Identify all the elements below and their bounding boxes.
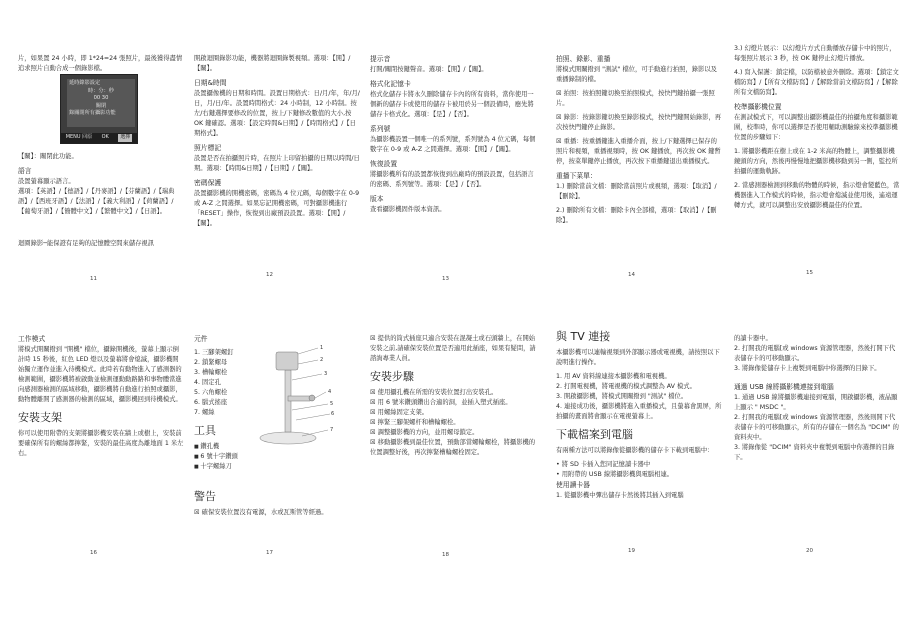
screen-note: 錄關閉所有攝影功能 (69, 110, 116, 116)
mount-bracket-diagram (252, 340, 336, 446)
bracket-arm (288, 396, 310, 401)
usb-heading: 通過 USB 線將攝影機連接到電腦 (734, 383, 834, 391)
tv-body: 本攝影機可以連輸視頻到外部顯示器或電視機，請按照以下說明進行操作。 (556, 349, 720, 366)
reader-step: 3. 將錄像從儲存卡上複製到電腦中你選擇的目錄下。 (734, 365, 881, 372)
label-2: 2 (320, 357, 324, 363)
tool-item: ■ 十字螺絲刀 (194, 462, 360, 472)
stamp-body: 設置是否在拍攝照片時，在照片上印留拍攝的日期以時間/日期。選項：【時間&日期】/【日期】/【關】。 (194, 155, 360, 172)
part-item: 1. 三腳架螺釘 (194, 349, 234, 356)
page-number-20: 20 (806, 548, 813, 554)
label-4: 4 (328, 389, 332, 395)
format-heading: 格式化記憶卡 (370, 80, 411, 88)
screen-status: 關閉 (95, 102, 107, 109)
loop-intro: 開啟迴圈錄影功能，機器將迴圈錄製視頻。選項：【開】/【關】。 (194, 55, 351, 72)
photo-item: ☒ 拍照：按拍照鍵切換至拍照模式，按快門鍵拍攝一張照片。 (556, 90, 715, 107)
tool-item: ■ 6 號十字鑽頭 (194, 452, 360, 462)
page-13 (370, 54, 536, 354)
password-body: 設置攝影機的開機密碼，密碼為 4 位元碼，每個數字在 0-9 或 A-Z 之間選擇。如果忘記開機密碼，可對攝影機進行「RESET」操作，恢復到出廠預設設置。選項：【開】/【關】。 (194, 190, 360, 227)
loop-note: 迴圈錄影─能保證有足夠的記憶體空間來儲存視訊 (18, 240, 155, 247)
bracket-base (260, 432, 316, 444)
install-step: ☒ 調整攝影機的方向，並用螺母鎖定。 (370, 428, 536, 438)
language-body: 設置螢幕顯示語言。 (18, 178, 75, 185)
ok-label: OK (101, 134, 109, 141)
usb-step: 2. 打開我的電腦[或 windows 資源管理器，然後則開下代表儲存卡的可移動顯示，所有的存儲在一個名為 "DCIM" 的資料夾中。 (734, 414, 899, 441)
menu-back-label: MENU 回原 (65, 134, 93, 141)
part-item: 4. 固定孔 (194, 379, 221, 386)
page-number-12: 12 (266, 272, 273, 278)
screen-menu (67, 79, 135, 127)
page-11-lower (18, 152, 184, 282)
screen-time-label: 時：分：秒 (88, 87, 114, 94)
download-heading: 下載檔案到電腦 (556, 428, 633, 441)
install-step: ☒ 使用攝孔機在所需的安裝位置打出安裝孔。 (370, 388, 536, 398)
screen-title: 延時錄影設定 (69, 80, 101, 86)
anchor-note: ☒ 提供的筒式插座只適合安裝在混凝土或石頭牆上，在開始安裝之前,請確保安裝位置是否適用此插座，如果有疑問，請諮詢專業人員。 (370, 334, 536, 364)
page-number-15: 15 (806, 270, 813, 276)
warning-body: ☒ 確保安裝位置沒有電源，水或瓦斯管等經過。 (194, 508, 360, 518)
tv-step: 1. 用 AV 資料線連接本攝影機和電視機。 (556, 373, 671, 380)
usb-step: 1. 通過 USB 線將攝影機連接到電腦，開啟攝影機，液晶顯上顯示 " MSDC "。 (734, 394, 898, 411)
install-step: ☒ 用螺絲固定支架。 (370, 408, 536, 418)
reset-heading: 恢復設置 (370, 160, 398, 168)
tv-step: 3. 開啟攝影機，將模式開關撥到 "測試" 檔位。 (556, 393, 688, 400)
delete-all-item: 2.) 刪除所有文檔：刪除卡內全部檔，選項：【取消】/【刪除】。 (556, 207, 717, 224)
screen-footer (61, 133, 137, 143)
reader-continued: 的讀卡器中。 (734, 335, 772, 342)
aim-heading: 校準攝影機位置 (734, 103, 782, 111)
part-item: 6. 腦式搖座 (194, 399, 228, 406)
download-body: 有兩種方法可以將錄像從攝影機的儲存卡下載到電腦中： (556, 447, 714, 454)
page-18 (370, 334, 536, 544)
part-item: 3. 槽輪螺栓 (194, 369, 228, 376)
delete-current-item: 1.) 刪除當前文檔：刪除當前照片或視頻，選項：【取消】/【刪除】。 (556, 183, 717, 200)
language-options: 選項：【英語】/【德語】/【丹麥語】/【芬蘭語】/【瑞典語】/【西班牙語】/【法語】/【義大利語】/【荷蘭語】/【葡萄牙語】/【簡體中文】/【繁體中文】/【日語】。 (18, 188, 175, 215)
page-number-13: 13 (442, 276, 449, 282)
usb-step: 3. 將錄像從 "DCIM" 資料夾中複製到電腦中你選擇的目錄下。 (734, 444, 895, 461)
bracket-bolt (309, 395, 315, 401)
tv-step: 2. 打開電視機，將電視機的模式調整為 AV 模式。 (556, 383, 696, 390)
video-item: ☒ 錄影：按錄影鍵切換至錄影模式，按快門鍵開始錄影，再次按快門鍵停止錄影。 (556, 114, 722, 131)
part-item: 2. 鎖緊螺母 (194, 359, 228, 366)
password-heading: 密碼保護 (194, 179, 222, 187)
part-item: 7. 螺絲 (194, 409, 215, 416)
page-number-18: 18 (442, 552, 449, 558)
aim-step-1: 1. 將攝影機距在樹上或在 1-2 米高的物體上，調整攝影機鏡頭的方向，然後再慢慢地把攝影機移動到另一側，監控所拍攝的運動軌跡。 (734, 148, 898, 175)
download-option: • 用附帶的 USB 線將攝影機與電腦相連。 (556, 470, 722, 480)
install-step: ☒ 移動攝影機到最佳位置，預動部當螺輪螺栓，將攝影機的位置調整好後，再次擰緊槽輪螺栓固定。 (370, 438, 536, 458)
install-step: ☒ 擰緊三腳架螺杆和槽輪螺栓。 (370, 418, 536, 428)
reset-body: 將攝影機所有的設置都恢復到出廠時的預設設置，包括語言的密碼、系列號等。選項：【是】/【否】。 (370, 171, 534, 188)
language-heading: 語言 (18, 167, 32, 175)
page-number-17: 17 (266, 550, 273, 556)
camera-settings-screen (60, 74, 138, 144)
download-option: • 將 SD 卡插入您同記憶讀卡器中 (556, 460, 722, 470)
capture-body: 將模式開關撥到 "測試" 檔位，可手動進行拍照，錄影以及重播錄制的檔。 (556, 66, 717, 83)
aim-body: 在測試模式下，可以調整出攝影機最佳的拍攝角度和攝影範圍，校準時，你可以選擇是否使用輔助測驗線來校準攝影機位置的步驟如下： (734, 114, 898, 141)
protect-item: 4.) 寫入保護：鎖定檔，以防檔被意外删除。選項：【鎖定文檔防寫】/【所有文檔防寫】/【解除當前文檔防寫】/【解除所有文檔防寫】。 (734, 69, 899, 96)
datetime-body: 設置攝像機的日期和時間。設置日期格式：日/月/年，年/月/日，月/日/年。設置時間格式：24 小時制，12 小時制。按左/右鍵選擇要修改的位置，按上/下鍵修改數值的大小,按 OK 鍵確認。選項：【設定時間&日期】/【時間格式】/【日期格式】。 (194, 90, 360, 137)
tool-item: ■ 鑽孔機 (194, 442, 360, 452)
aim-step-2: 2. 當感測器檢測到移動的物體的時候，指示燈會變藍色，當機器進入工作模式的時候，指示燈會熄滅並使用後，遙遠運轉方式，就可以調整出安放攝影機最佳的位置。 (734, 182, 900, 209)
serial-body: 為攝影機設置一個唯一的系列號，系列號為 4 位元碼，每個數字在 0-9 或 A-Z 之間選擇。選項：【開】/【關】。 (370, 136, 536, 153)
playback-item: ☒ 重播：按重播鍵進入重播介面，按上/下鍵選擇已保存的照片和視頻，重播視頻時，按 OK 鍵播放，再次按 OK 鍵暫停，按菜單鍵停止播放，再次按下重播鍵退出重播模式。 (556, 138, 721, 165)
intro-text: 片，如果置 24 小時，即 1*24=24 張照片，最後獲得盡情追求照片自動合成一個錄影檔。 (18, 55, 183, 72)
stamp-heading: 照片標記 (194, 144, 222, 152)
page-12 (194, 54, 360, 354)
version-body: 查看攝影機固件版本資訊。 (370, 206, 446, 213)
slideshow-item: 3.) 幻燈片展示：以幻燈片方式自動播放存儲卡中的照片，每張照片展示 3 秒，按 OK 鍵停止幻燈片播放。 (734, 45, 896, 62)
sound-heading: 提示音 (370, 55, 391, 63)
capture-heading: 拍照、錄影、重播 (556, 55, 611, 63)
format-body: 格式化儲存卡將永久刪除儲存卡內的所有資料，當你使用一個新的儲存卡或使用的儲存卡被用於另一個設備時，應先將儲存卡格式化。選項：【是】/【否】。 (370, 91, 534, 118)
page-14 (556, 54, 722, 354)
playback-menu-heading: 重播下菜單： (556, 172, 597, 180)
bracket-head (276, 352, 298, 370)
install-step: ☒ 用 6 號米鑽頭鑽出合適的洞，並插入塑式插座。 (370, 398, 536, 408)
work-mode-heading: 工作模式 (18, 335, 46, 343)
page-20 (734, 334, 900, 544)
install-heading: 安裝支架 (18, 411, 62, 424)
label-3: 3 (324, 371, 328, 377)
label-1: 1 (320, 345, 324, 351)
reader-step: 2. 打開我的電腦[或 windows 資源管理器，然後打開下代表儲存卡的可移動顯示。 (734, 345, 896, 362)
page-15 (734, 44, 900, 344)
parts-heading: 元件 (194, 335, 208, 343)
page-number-14: 14 (628, 272, 635, 278)
label-5: 5 (330, 401, 334, 407)
page-19 (556, 330, 722, 550)
serial-heading: 系列號 (370, 125, 391, 133)
screen-time-value: 00 30 (93, 95, 109, 101)
card-reader-step: 1. 從攝影機中彈出儲存卡然後將其插入到電腦 (556, 492, 684, 499)
page-number-11: 11 (90, 276, 97, 282)
warning-heading: 警告 (194, 490, 216, 503)
tv-heading: 與 TV 連接 (556, 330, 611, 343)
close-note: 【關】：關閉此功能。 (18, 153, 78, 160)
tools-heading: 工具 (194, 424, 216, 437)
select-label: 選擇 (120, 134, 131, 141)
install-steps-heading: 安裝步驟 (370, 370, 414, 383)
version-heading: 版本 (370, 195, 384, 203)
datetime-heading: 日期&時間 (194, 79, 227, 87)
install-body: 你可以使用附帶的支架將攝影機安裝在牆上或樹上，安裝前要確保所有的螺絲都擰緊，安裝的最佳高度為離地面 1 米左右。 (18, 430, 184, 457)
tv-step: 4. 連接成功後，攝影機將進入重播模式，且螢幕會黑屏，所拍攝的畫面將會顯示在電視螢幕上。 (556, 403, 722, 420)
sound-body: 打開/關閉按鍵聲音。選項：【開】/【關】。 (370, 66, 488, 73)
card-reader-heading: 使用讀卡器 (556, 481, 590, 489)
tools-list (194, 442, 360, 472)
label-6: 6 (331, 411, 335, 417)
label-7: 7 (330, 427, 334, 433)
page-number-19: 19 (628, 548, 635, 554)
part-item: 5. 六角螺栓 (194, 389, 228, 396)
work-mode-body: 將模式開關撥到 "開機" 檔位，攝錄開機後，螢幕上顯示倒計時 15 秒後，紅色 LED 燈以及螢幕將會熄滅，攝影機開始獨立運作並進入待機模式。此時若有動物進入了感測器的檢測範圍，攝影機將被啟動並檢測運動動路路和事物體當進向感測器檢測的區域移動，攝影機將自動進行拍照或攝影，動物體離開了感測器的檢測的區域，攝影機回到待機模式。 (18, 346, 182, 403)
page-16 (18, 334, 184, 544)
page-number-16: 16 (90, 550, 97, 556)
